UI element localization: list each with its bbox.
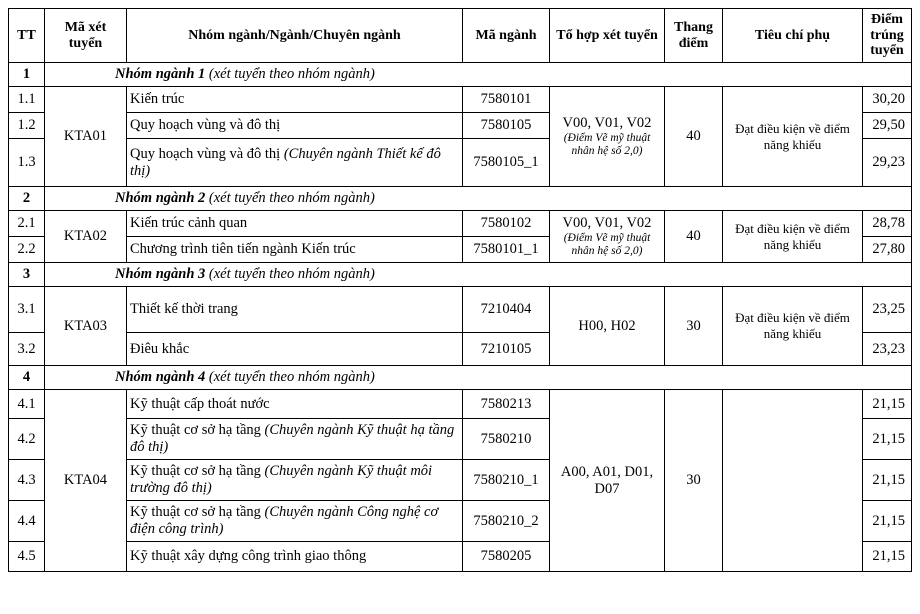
nganh-label: Quy hoạch vùng và đô thị bbox=[130, 117, 281, 134]
ma-nganh: 7580210_2 bbox=[463, 501, 550, 542]
ma-nganh: 7580210_1 bbox=[463, 460, 550, 501]
nganh-name bbox=[127, 333, 463, 366]
group-title bbox=[45, 263, 912, 287]
group-note: (xét tuyển theo nhóm ngành) bbox=[205, 266, 375, 283]
group-title-text: Nhóm ngành 4 bbox=[115, 369, 206, 386]
to-hop bbox=[550, 390, 665, 572]
diem: 21,15 bbox=[863, 501, 912, 542]
nganh-name bbox=[127, 542, 463, 572]
group-title bbox=[45, 63, 912, 87]
row-tt: 4.3 bbox=[9, 460, 45, 501]
nganh-name bbox=[127, 139, 463, 187]
row-tt: 1.1 bbox=[9, 87, 45, 113]
ma-nganh: 7580101_1 bbox=[463, 237, 550, 263]
diem: 21,15 bbox=[863, 542, 912, 572]
header-tt: TT bbox=[9, 9, 45, 63]
admission-score-table bbox=[8, 8, 912, 572]
header-thang-diem: Thang điểm bbox=[665, 9, 723, 63]
nganh-label: Kiến trúc bbox=[130, 91, 185, 108]
nganh-label: Chương trình tiên tiến ngành Kiến trúc bbox=[130, 241, 356, 258]
group-tt: 1 bbox=[9, 63, 45, 87]
diem: 29,23 bbox=[863, 139, 912, 187]
header-to-hop: Tổ hợp xét tuyển bbox=[550, 9, 665, 63]
table-row bbox=[9, 390, 912, 419]
group-row bbox=[9, 63, 912, 87]
nganh-label: Thiết kế thời trang bbox=[130, 301, 238, 318]
nganh-label: Kỹ thuật cơ sở hạ tầng bbox=[130, 504, 265, 521]
header-ma-nganh: Mã ngành bbox=[463, 9, 550, 63]
group-tt: 2 bbox=[9, 187, 45, 211]
group-title bbox=[45, 366, 912, 390]
nganh-label: Kiến trúc cảnh quan bbox=[130, 215, 248, 232]
thang-diem: 30 bbox=[665, 390, 723, 572]
to-hop-note: (Điểm Vẽ mỹ thuật nhân hệ số 2,0) bbox=[563, 231, 651, 257]
group-note: (xét tuyển theo nhóm ngành) bbox=[205, 190, 375, 207]
group-title bbox=[45, 187, 912, 211]
nganh-name bbox=[127, 390, 463, 419]
diem: 23,25 bbox=[863, 287, 912, 333]
nganh-name bbox=[127, 287, 463, 333]
ma-xet-tuyen: KTA04 bbox=[45, 390, 127, 572]
nganh-label: Kỹ thuật cơ sở hạ tầng bbox=[130, 463, 265, 480]
diem: 28,78 bbox=[863, 211, 912, 237]
nganh-label: Kỹ thuật cấp thoát nước bbox=[130, 395, 270, 412]
nganh-label: Quy hoạch vùng và đô thị bbox=[130, 145, 284, 162]
ma-nganh: 7210105 bbox=[463, 333, 550, 366]
row-tt: 4.5 bbox=[9, 542, 45, 572]
nganh-name bbox=[127, 237, 463, 263]
diem: 30,20 bbox=[863, 87, 912, 113]
to-hop bbox=[550, 287, 665, 366]
ma-xet-tuyen: KTA03 bbox=[45, 287, 127, 366]
header-tieu-chi: Tiêu chí phụ bbox=[723, 9, 863, 63]
nganh-label: Kỹ thuật xây dựng công trình giao thông bbox=[130, 548, 367, 565]
header-nganh: Nhóm ngành/Ngành/Chuyên ngành bbox=[127, 9, 463, 63]
group-note: (xét tuyển theo nhóm ngành) bbox=[205, 66, 375, 83]
group-row bbox=[9, 263, 912, 287]
nganh-name bbox=[127, 460, 463, 501]
row-tt: 4.1 bbox=[9, 390, 45, 419]
tieu-chi: Đạt điều kiện về điểm năng khiếu bbox=[723, 87, 863, 187]
ma-xet-tuyen: KTA02 bbox=[45, 211, 127, 263]
ma-nganh: 7580105 bbox=[463, 113, 550, 139]
table-row bbox=[9, 211, 912, 237]
group-tt: 3 bbox=[9, 263, 45, 287]
thang-diem: 40 bbox=[665, 211, 723, 263]
header-ma-xet-tuyen: Mã xét tuyển bbox=[45, 9, 127, 63]
ma-xet-tuyen: KTA01 bbox=[45, 87, 127, 187]
tieu-chi: Đạt điều kiện về điểm năng khiếu bbox=[723, 287, 863, 366]
row-tt: 1.3 bbox=[9, 139, 45, 187]
ma-nganh: 7580210 bbox=[463, 419, 550, 460]
ma-nganh: 7580205 bbox=[463, 542, 550, 572]
nganh-name bbox=[127, 113, 463, 139]
table-row bbox=[9, 87, 912, 113]
group-title-text: Nhóm ngành 3 bbox=[115, 266, 206, 283]
tieu-chi bbox=[723, 390, 863, 572]
nganh-note: (Chuyên ngành Công nghệ cơ điện công trình) bbox=[130, 504, 439, 537]
group-note: (xét tuyển theo nhóm ngành) bbox=[205, 369, 375, 386]
to-hop-codes: V00, V01, V02 bbox=[562, 214, 652, 231]
nganh-label: Kỹ thuật cơ sở hạ tầng bbox=[130, 422, 265, 439]
to-hop bbox=[550, 211, 665, 263]
group-row bbox=[9, 366, 912, 390]
group-title-text: Nhóm ngành 1 bbox=[115, 66, 206, 83]
nganh-note: (Chuyên ngành Kỹ thuật môi trường đô thị) bbox=[130, 463, 433, 496]
nganh-label: Điêu khắc bbox=[130, 340, 190, 357]
nganh-name bbox=[127, 419, 463, 460]
tieu-chi: Đạt điều kiện về điểm năng khiếu bbox=[723, 211, 863, 263]
row-tt: 4.2 bbox=[9, 419, 45, 460]
nganh-name bbox=[127, 211, 463, 237]
table-header-row bbox=[9, 9, 912, 63]
diem: 29,50 bbox=[863, 113, 912, 139]
to-hop-codes: A00, A01, D01, D07 bbox=[560, 463, 654, 497]
row-tt: 2.2 bbox=[9, 237, 45, 263]
ma-nganh: 7210404 bbox=[463, 287, 550, 333]
table-row bbox=[9, 287, 912, 333]
to-hop-note: (Điểm Vẽ mỹ thuật nhân hệ số 2,0) bbox=[563, 131, 651, 157]
ma-nganh: 7580105_1 bbox=[463, 139, 550, 187]
diem: 21,15 bbox=[863, 419, 912, 460]
nganh-name bbox=[127, 501, 463, 542]
row-tt: 4.4 bbox=[9, 501, 45, 542]
ma-nganh: 7580102 bbox=[463, 211, 550, 237]
row-tt: 3.2 bbox=[9, 333, 45, 366]
diem: 21,15 bbox=[863, 390, 912, 419]
row-tt: 3.1 bbox=[9, 287, 45, 333]
to-hop-codes: H00, H02 bbox=[578, 317, 636, 334]
diem: 27,80 bbox=[863, 237, 912, 263]
group-title-text: Nhóm ngành 2 bbox=[115, 190, 206, 207]
group-row bbox=[9, 187, 912, 211]
group-tt: 4 bbox=[9, 366, 45, 390]
header-diem: Điểm trúng tuyển bbox=[863, 9, 912, 63]
diem: 21,15 bbox=[863, 460, 912, 501]
row-tt: 2.1 bbox=[9, 211, 45, 237]
ma-nganh: 7580101 bbox=[463, 87, 550, 113]
to-hop-codes: V00, V01, V02 bbox=[562, 114, 652, 131]
thang-diem: 40 bbox=[665, 87, 723, 187]
nganh-note: (Chuyên ngành Thiết kế đô thị) bbox=[130, 145, 441, 179]
to-hop bbox=[550, 87, 665, 187]
diem: 23,23 bbox=[863, 333, 912, 366]
row-tt: 1.2 bbox=[9, 113, 45, 139]
nganh-note: (Chuyên ngành Kỹ thuật hạ tầng đô thị) bbox=[130, 422, 455, 455]
nganh-name bbox=[127, 87, 463, 113]
ma-nganh: 7580213 bbox=[463, 390, 550, 419]
thang-diem: 30 bbox=[665, 287, 723, 366]
